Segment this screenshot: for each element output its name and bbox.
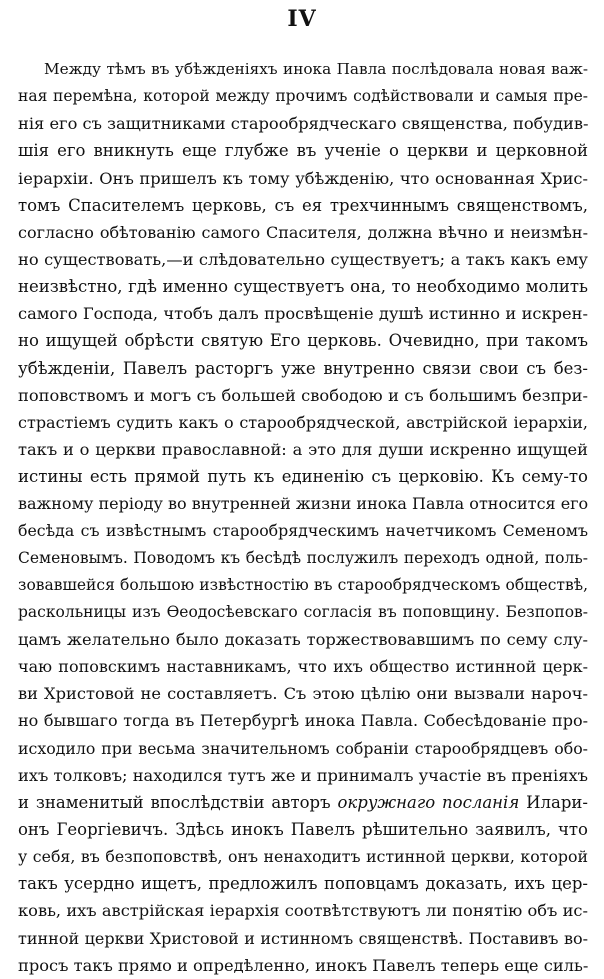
text-line: согласно обѣтованію самого Спасителя, должна вѣчно и неизмѣн- bbox=[18, 222, 588, 242]
text-line: ихъ толковъ; находился тутъ же и принималъ участіе въ преніяхъ bbox=[18, 765, 588, 785]
text-line: важному періоду во внутренней жизни инока Павла относится его bbox=[18, 494, 588, 514]
page-number: IV bbox=[287, 6, 317, 32]
text-line: неизвѣстно, гдѣ именно существуетъ она, то необходимо молить bbox=[18, 277, 588, 297]
text-line: бесѣда съ извѣстнымъ старообрядческимъ начетчикомъ Семеномъ bbox=[18, 521, 588, 541]
text-line: истины есть прямой путь къ единенію съ церковію. Къ сему-то bbox=[18, 467, 588, 487]
text-line: нія его съ защитниками старообрядческаго священства, побудив- bbox=[18, 114, 588, 134]
line-text-after-italic: Илари- bbox=[519, 792, 588, 812]
text-line: просъ такъ прямо и опредѣленно, инокъ Павелъ теперь еще силь- bbox=[18, 955, 588, 975]
text-line: поповствомъ и могъ съ большей свободою и съ большимъ безпри- bbox=[18, 385, 588, 405]
text-line: томъ Спасителемъ церковь, съ ея трехчиннымъ священствомъ, bbox=[18, 195, 588, 215]
text-line: шія его вникнуть еще глубже въ ученіе о церкви и церковной bbox=[18, 141, 588, 161]
text-line: цамъ желательно было доказать торжествовавшимъ по сему слу- bbox=[18, 629, 588, 649]
text-line: но ищущей обрѣсти святую Его церковь. Очевидно, при такомъ bbox=[18, 331, 588, 351]
text-line: но бывшаго тогда въ Петербургѣ инока Павла. Собесѣдованіе про- bbox=[18, 711, 588, 731]
text-line: такъ и о церкви православной: а это для души искренно ищущей bbox=[18, 439, 588, 459]
text-line: самого Господа, чтобъ далъ просвѣщеніе душѣ истинно и искрен- bbox=[18, 304, 588, 324]
text-line: Между тѣмъ въ убѣжденіяхъ инока Павла послѣдовала новая важ- bbox=[44, 60, 588, 78]
text-line: но существовать,—и слѣдовательно существуетъ; а такъ какъ ему bbox=[18, 249, 588, 269]
text-line: страстіемъ судить какъ о старообрядческой, австрійской іерархіи, bbox=[18, 412, 588, 432]
text-line: исходило при весьма значительномъ собраніи старообрядцевъ обо- bbox=[18, 738, 588, 758]
text-line: ви Христовой не составляетъ. Съ этою цѣлію они вызвали нароч- bbox=[18, 684, 588, 704]
text-line: зовавшейся большою извѣстностію въ старообрядческомъ обществѣ, bbox=[18, 575, 588, 594]
text-line: іерархіи. Онъ пришелъ къ тому убѣжденію, что основанная Хрис- bbox=[18, 168, 588, 188]
text-line: тинной церкви Христовой и истинномъ священствѣ. Поставивъ во- bbox=[18, 928, 588, 948]
text-line: онъ Георгіевичъ. Здѣсь инокъ Павелъ рѣшительно заявилъ, что bbox=[18, 819, 588, 839]
text-line: у себя, въ безпоповствѣ, онъ ненаходитъ истинной церкви, которой bbox=[18, 847, 588, 867]
italic-title: окружнаго посланія bbox=[337, 792, 520, 812]
text-line: раскольницы изъ Ѳеодосѣевскаго согласія въ поповщину. Безпопов- bbox=[18, 602, 588, 621]
line-text-before-italic: и знаменитый впослѣдствіи авторъ bbox=[18, 792, 338, 812]
text-line: ная перемѣна, которой между прочимъ содѣйствовали и самыя пре- bbox=[18, 87, 588, 106]
text-line: такъ усердно ищетъ, предложилъ поповцамъ доказать, ихъ цер- bbox=[18, 874, 588, 894]
text-line: убѣжденіи, Павелъ расторгъ уже внутренно связи свои съ без- bbox=[18, 358, 588, 378]
text-line: ковь, ихъ австрійская іерархія соотвѣтствуютъ ли понятію объ ис- bbox=[18, 901, 588, 921]
text-line-with-italic bbox=[18, 789, 588, 816]
text-line: Семеновымъ. Поводомъ къ бесѣдѣ послужилъ переходъ одной, поль- bbox=[18, 548, 588, 567]
body-text bbox=[18, 56, 588, 979]
text-line: чаю поповскимъ наставникамъ, что ихъ общество истинной церк- bbox=[18, 657, 588, 677]
